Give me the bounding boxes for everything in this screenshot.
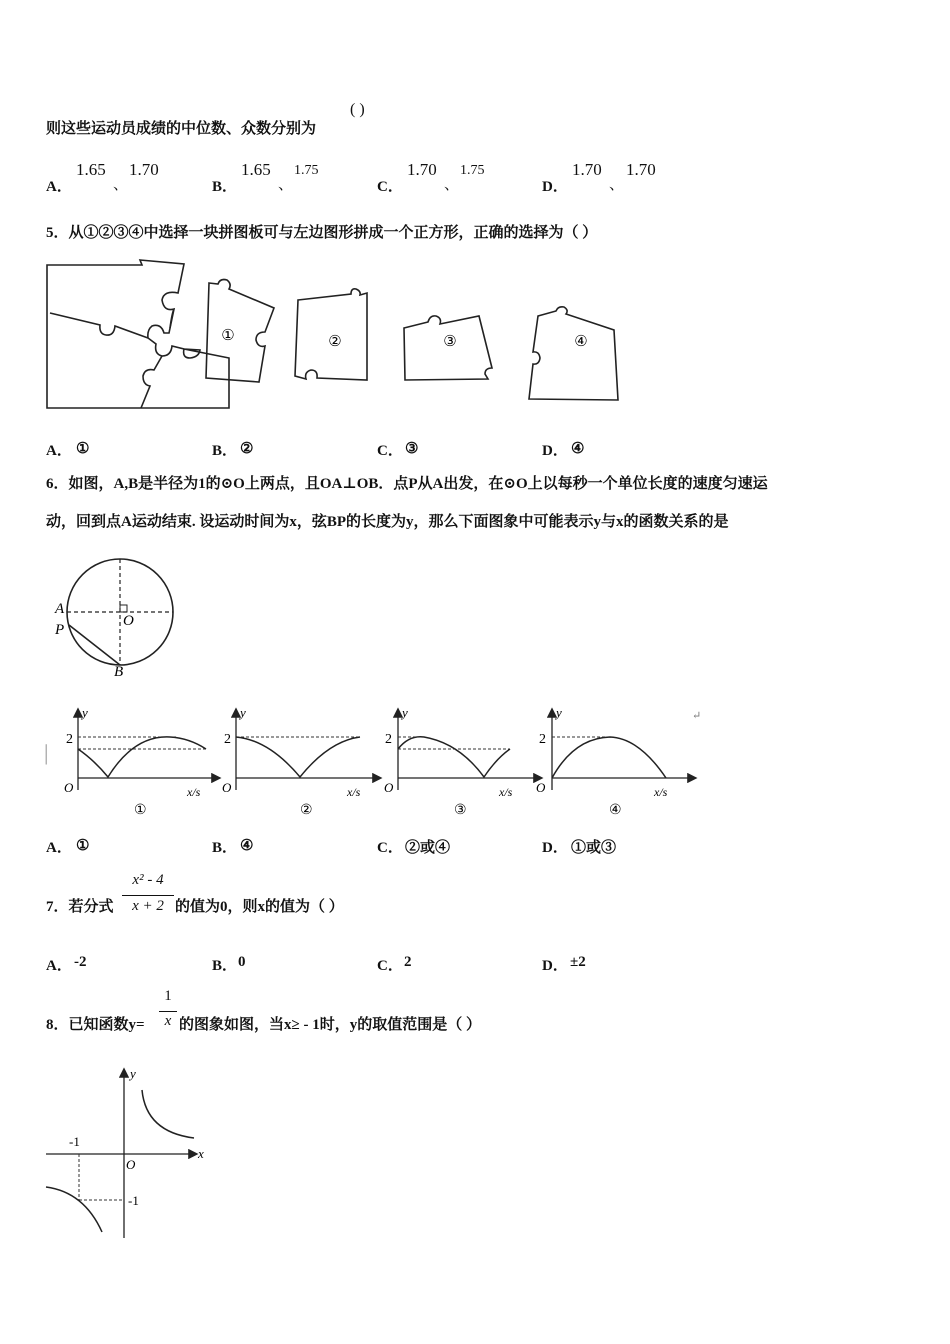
tick-2: 2 [224, 732, 231, 747]
q8-fraction-denominator: x [164, 1013, 172, 1029]
axis-x-label: x/s [347, 785, 361, 799]
axis-y-label: y [556, 705, 562, 720]
graph-4 [536, 705, 695, 818]
option-letter: D． [542, 958, 568, 974]
tick-2: 2 [385, 732, 392, 747]
q4-paren: ( ) [350, 101, 365, 118]
graph-number: ④ [609, 803, 622, 818]
q6-stem-line2: 动，回到点A运动结束. 设运动时间为x，弦BP的长度为y，那么下面图象中可能表示y与x的函数关系的是 [46, 514, 729, 530]
origin-label: O [222, 780, 232, 795]
option-text: ④ [571, 441, 585, 457]
option-sep: 、 [444, 177, 460, 193]
graph-1 [64, 705, 219, 818]
origin-label: O [126, 1157, 136, 1172]
axis-y-label: y [82, 705, 88, 720]
graph-number: ① [134, 803, 147, 818]
hyperbola-branch-3 [46, 1187, 102, 1232]
option-sep: 、 [609, 177, 625, 193]
option-letter: C． [377, 179, 403, 195]
origin-label: O [384, 780, 394, 795]
option-sep: 、 [278, 177, 294, 193]
option-value-1: 1.70 [407, 160, 437, 179]
q7-fraction-numerator: x² - 4 [132, 872, 164, 888]
option-letter: B． [212, 179, 238, 195]
q8-fraction-bar [159, 1011, 177, 1012]
q6-circle-figure [50, 555, 180, 680]
q5-puzzle-figure [44, 258, 624, 418]
q8-fraction-numerator: 1 [164, 988, 172, 1004]
axis-x-label: x [198, 1146, 204, 1161]
axis-y-label: y [240, 705, 246, 720]
option-value-2: 1.75 [460, 163, 485, 178]
tick-neg1-x: -1 [69, 1134, 80, 1149]
graph-2 [222, 705, 380, 818]
option-letter: B． [212, 840, 238, 856]
option-text: ③ [405, 441, 419, 457]
q7-fraction-denominator: x + 2 [132, 898, 164, 914]
option-letter: D． [542, 840, 568, 856]
return-mark: ↵ [692, 710, 702, 722]
piece-label: ② [328, 334, 342, 350]
q8-stem-a: 8．已知函数y= [46, 1017, 145, 1033]
q5-stem: 5．从①②③④中选择一块拼图板可与左边图形拼成一个正方形，正确的选择为（ ） [46, 225, 598, 241]
graph-number: ② [300, 803, 313, 818]
option-sep: 、 [113, 177, 129, 193]
q7-fraction-bar [122, 895, 174, 896]
puzzle-inner-cut [50, 313, 148, 338]
piece-label: ③ [443, 334, 457, 350]
axis-x-label: x/s [654, 785, 668, 799]
option-text: 2 [404, 954, 412, 970]
option-text: ①或③ [571, 840, 617, 856]
option-value-2: 1.70 [626, 160, 656, 179]
option-letter: D． [542, 443, 568, 459]
axis-x-label: x/s [499, 785, 513, 799]
label-a: A [55, 601, 65, 617]
origin-label: O [64, 780, 74, 795]
option-letter: D． [542, 179, 568, 195]
option-text: ① [76, 441, 90, 457]
option-text: ④ [240, 838, 254, 854]
hyperbola-branch-1 [142, 1090, 194, 1138]
label-p: P [55, 622, 65, 638]
axis-y-label: y [130, 1066, 136, 1081]
option-letter: B． [212, 443, 238, 459]
label-b: B [114, 664, 124, 680]
q8-stem-b: 的图象如图，当x≥ - 1时，y的取值范围是（ ） [179, 1017, 481, 1033]
option-text: -2 [74, 954, 87, 970]
option-letter: A． [46, 840, 72, 856]
option-value-1: 1.70 [572, 160, 602, 179]
origin-label: O [536, 780, 546, 795]
tick-2: 2 [66, 732, 73, 747]
q7-stem-a: 7．若分式 [46, 899, 114, 915]
axis-y-label: y [402, 705, 408, 720]
scan-mark: | [44, 740, 49, 765]
graph-3 [384, 705, 541, 818]
puzzle-piece-1 [206, 280, 274, 383]
puzzle-inner-cut [170, 309, 174, 328]
axis-x-label: x/s [187, 785, 201, 799]
option-value-2: 1.70 [129, 160, 159, 179]
option-text: ① [76, 838, 90, 854]
label-o: O [123, 613, 134, 629]
option-text: ②或④ [405, 840, 451, 856]
option-letter: C． [377, 840, 403, 856]
tick-2: 2 [539, 732, 546, 747]
option-letter: A． [46, 958, 72, 974]
puzzle-piece-4 [529, 307, 618, 400]
option-value-2: 1.75 [294, 163, 319, 178]
piece-label: ① [221, 328, 235, 344]
option-text: ±2 [570, 954, 586, 970]
option-text: 0 [238, 954, 246, 970]
option-letter: B． [212, 958, 238, 974]
option-text: ② [240, 441, 254, 457]
right-angle-mark [120, 605, 127, 612]
option-letter: C． [377, 958, 403, 974]
graph-number: ③ [454, 803, 467, 818]
option-letter: A． [46, 443, 72, 459]
option-value-1: 1.65 [76, 160, 106, 179]
q6-stem-line1: 6．如图，A,B是半径为1的⊙O上两点，且OA⊥OB．点P从A出发，在⊙O上以每秒一个单位长度的速度匀速运 [46, 476, 768, 492]
tick-neg1-y: -1 [128, 1193, 139, 1208]
option-letter: C． [377, 443, 403, 459]
option-letter: A． [46, 179, 72, 195]
option-value-1: 1.65 [241, 160, 271, 179]
q6-graph-options [44, 705, 709, 820]
puzzle-inner-cut [141, 356, 162, 408]
q4-stem: 则这些运动员成绩的中位数、众数分别为 [46, 121, 317, 137]
q8-hyperbola-figure [44, 1062, 214, 1242]
q7-stem-b: 的值为0，则x的值为（ ） [175, 899, 344, 915]
piece-label: ④ [574, 334, 588, 350]
